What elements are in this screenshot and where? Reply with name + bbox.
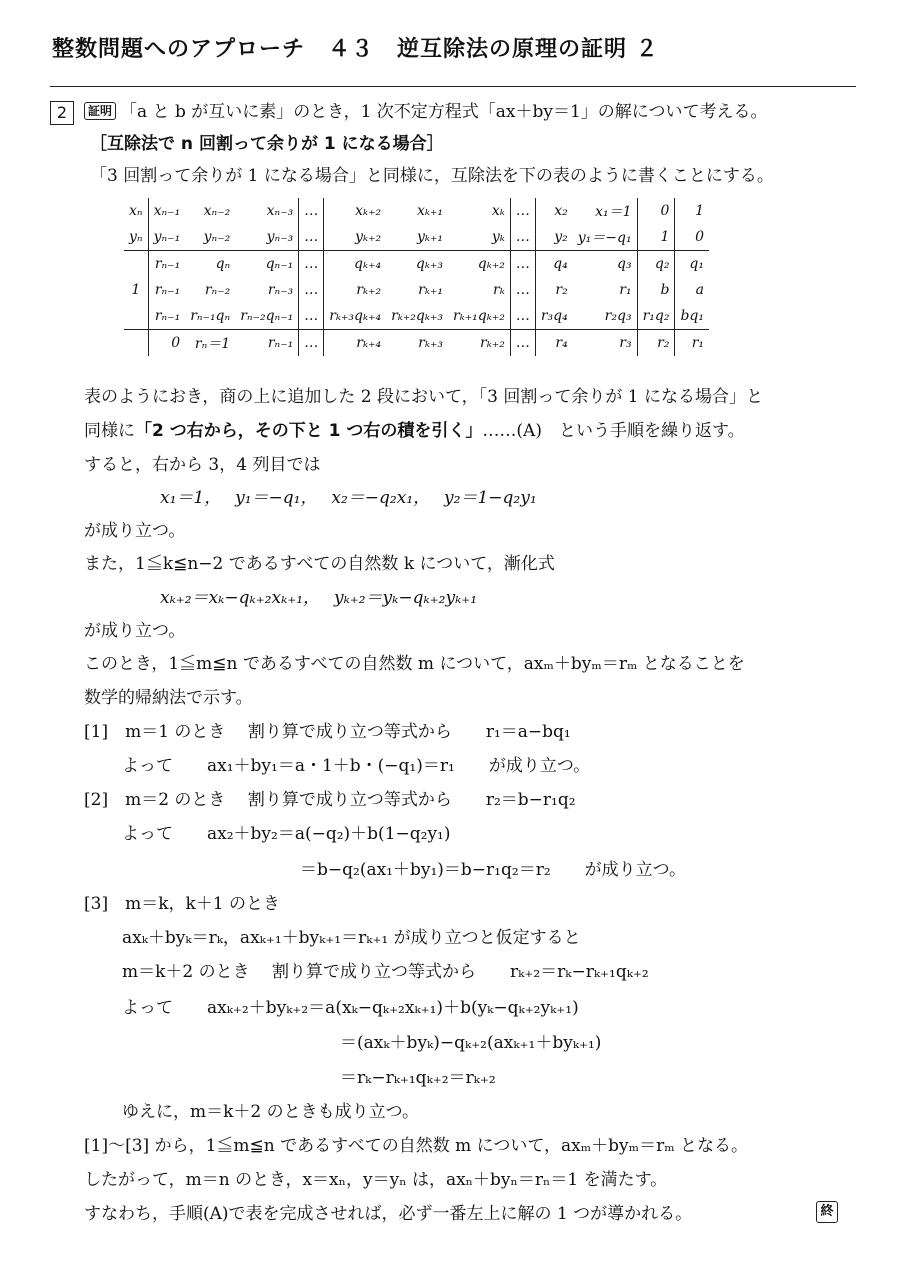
table-cell: rₖ₊₃ <box>386 330 448 357</box>
table-cell: b <box>637 277 675 303</box>
step-2-line-a: [2] m＝2 のとき 割り算で成り立つ等式から r₂＝b−r₁q₂ <box>84 790 576 810</box>
step-3-line-d: よって axₖ₊₂＋byₖ₊₂＝a(xₖ−qₖ₊₂xₖ₊₁)＋b(yₖ−qₖ₊₂yₖ₊₁) <box>122 998 579 1018</box>
conclusion-3: すなわち，手順(A)で表を完成させれば，必ず一番左上に解の 1 つが導かれる。 <box>84 1204 693 1224</box>
table-cell: y₂ <box>535 224 572 251</box>
table-cell: rₙ₋₁ <box>148 251 185 278</box>
step-3-line-b: axₖ＋byₖ＝rₖ，axₖ₊₁＋byₖ₊₁＝rₖ₊₁ が成り立つと仮定すると <box>122 928 581 948</box>
step-3-line-g: ゆえに，m＝k＋2 のときも成り立つ。 <box>122 1102 419 1122</box>
table-cell: q₄ <box>535 251 572 278</box>
table-cell: yₖ <box>491 229 505 245</box>
table-row <box>124 251 709 278</box>
table-cell: yₙ₋₂ <box>203 229 231 245</box>
table-cell: q₃ <box>573 251 637 278</box>
paragraph-1b-post: ……(A) という手順を繰り返す。 <box>482 421 745 441</box>
table-cell: 0 <box>675 224 709 251</box>
step-3-line-c: m＝k＋2 のとき 割り算で成り立つ等式から rₖ₊₂＝rₖ−rₖ₊₁qₖ₊₂ <box>122 962 649 982</box>
table-cell: rₙ₋₃ <box>267 282 294 298</box>
table-cell: x₁＝1 <box>595 204 632 220</box>
table-row <box>124 330 709 357</box>
step-1-line-a: [1] m＝1 のとき 割り算で成り立つ等式から r₁＝a−bq₁ <box>84 722 571 742</box>
table-cell: rₖ₊₄ <box>324 330 386 357</box>
table-cell: … <box>510 224 535 251</box>
paragraph-4: また，1≦k≦n−2 であるすべての自然数 k について，漸化式 <box>84 554 555 574</box>
table-cell: xₙ <box>129 203 143 219</box>
step-3-line-e: ＝(axₖ＋byₖ)−qₖ₊₂(axₖ₊₁＋byₖ₊₁) <box>340 1033 602 1053</box>
table-cell: … <box>299 303 324 330</box>
paragraph-3: が成り立つ。 <box>84 521 186 541</box>
table-cell: qₖ₊₄ <box>324 251 386 278</box>
table-cell: rₙ₋₂qₙ₋₁ <box>240 308 294 324</box>
lead-text: 「3 回割って余りが 1 になる場合」と同様に，互除法を下の表のように書くことにする。 <box>90 166 774 186</box>
equation-1: x₁＝1， y₁＝−q₁， x₂＝−q₂x₁， y₂＝1−q₂y₁ <box>160 488 537 508</box>
table-cell: r₃ <box>573 330 637 357</box>
table-cell: rₙ₋₂ <box>204 282 231 298</box>
table-cell: qₙ₋₁ <box>235 251 299 278</box>
table-cell: rₖ <box>493 282 505 298</box>
procedure-a-text: 「2 つ右から，その下と 1 つ右の積を引く」 <box>135 421 483 441</box>
table-cell: r₁ <box>675 330 709 357</box>
table-cell: yₙ₋₃ <box>266 229 294 245</box>
table-cell: yₖ₊₁ <box>416 229 443 245</box>
table-cell: bq₁ <box>675 303 709 330</box>
table-cell: x₂ <box>535 198 572 224</box>
table-cell: qₖ₊₂ <box>448 251 510 278</box>
table-cell: xₖ₊₁ <box>416 203 443 219</box>
table-cell: rₙ₋₁qₙ <box>190 308 231 324</box>
equation-2: xₖ₊₂＝xₖ−qₖ₊₂xₖ₊₁， yₖ₊₂＝yₖ−qₖ₊₂yₖ₊₁ <box>160 588 478 608</box>
title-divider <box>50 86 856 87</box>
table-cell: 1 <box>131 282 141 298</box>
table-cell: … <box>299 277 324 303</box>
table-cell: yₙ₋₁ <box>148 224 185 251</box>
table-cell: rₖ₊₂ <box>448 330 510 357</box>
table-cell: a <box>675 277 709 303</box>
table-cell: rₙ₋₁ <box>235 330 299 357</box>
paragraph-5: が成り立つ。 <box>84 621 186 641</box>
table-cell: 1 <box>675 198 709 224</box>
table-cell: r₂ <box>637 330 675 357</box>
table-cell: rₖ₊₁qₖ₊₂ <box>452 308 505 324</box>
table-cell <box>124 330 148 357</box>
problem-number: 2 <box>50 101 74 125</box>
table-cell: rₙ＝1 <box>185 330 235 357</box>
table-cell: … <box>299 330 324 357</box>
table-cell: r₂q₃ <box>604 308 632 324</box>
table-cell: rₖ₊₂ <box>324 277 386 303</box>
table-cell: rₙ₋₁ <box>148 303 185 330</box>
table-cell: … <box>510 277 535 303</box>
table-cell: … <box>299 198 324 224</box>
table-row <box>124 224 709 251</box>
intro-text: 「a と b が互いに素」のとき，1 次不定方程式「ax＋by＝1」の解について考える。 <box>120 102 768 122</box>
table-cell: … <box>299 224 324 251</box>
paragraph-1a: 表のようにおき，商の上に追加した 2 段において，「3 回割って余りが 1 になる場合」と <box>84 387 763 407</box>
table-cell <box>124 251 148 278</box>
table-cell: r₂ <box>535 277 572 303</box>
table-cell: xₖ <box>491 203 505 219</box>
table-cell: rₖ₊₁ <box>418 282 443 298</box>
end-mark: 終 <box>816 1201 838 1223</box>
table-cell: rₖ₊₂qₖ₊₃ <box>391 308 443 324</box>
table-cell: r₁ <box>619 282 632 298</box>
intro-line <box>84 99 767 125</box>
table-cell: r₄ <box>535 330 572 357</box>
table-cell: yₖ₊₂ <box>324 224 386 251</box>
table-cell: … <box>510 251 535 278</box>
paragraph-6: このとき，1≦m≦n であるすべての自然数 m について，axₘ＋byₘ＝rₘ となることを <box>84 654 745 674</box>
step-1-line-b: よって ax₁＋by₁＝a・1＋b・(−q₁)＝r₁ が成り立つ。 <box>122 756 591 776</box>
table-cell: y₁＝−q₁ <box>577 230 632 246</box>
table-cell: xₙ₋₁ <box>148 198 185 224</box>
table-cell: xₙ₋₃ <box>266 203 294 219</box>
table-cell: … <box>299 251 324 278</box>
paragraph-7: 数学的帰納法で示す。 <box>84 688 253 708</box>
table-row <box>124 277 709 303</box>
subheading: ［互除法で n 回割って余りが 1 になる場合］ <box>90 134 444 154</box>
table-cell: r₃q₄ <box>535 303 572 330</box>
table-cell: 0 <box>637 198 675 224</box>
paragraph-1b-pre: 同様に <box>84 421 135 441</box>
step-3-line-a: [3] m＝k，k＋1 のとき <box>84 894 281 914</box>
table-cell: qₖ₊₃ <box>386 251 448 278</box>
step-3-line-f: ＝rₖ−rₖ₊₁qₖ₊₂＝rₖ₊₂ <box>340 1068 496 1088</box>
paragraph-2: すると，右から 3，4 列目では <box>84 455 321 475</box>
table-cell: r₁q₂ <box>637 303 675 330</box>
table-cell: q₁ <box>675 251 709 278</box>
table-cell: … <box>510 330 535 357</box>
table-cell: … <box>510 198 535 224</box>
paragraph-1b <box>84 418 745 444</box>
conclusion-2: したがって，m＝n のとき，x＝xₙ，y＝yₙ は，axₙ＋byₙ＝rₙ＝1 を満たす。 <box>84 1170 668 1190</box>
euclid-table <box>124 198 709 356</box>
table-cell: rₖ₊₃qₖ₊₄ <box>324 303 386 330</box>
step-2-line-b: よって ax₂＋by₂＝a(−q₂)＋b(1−q₂y₁) <box>122 824 451 844</box>
table-cell: xₙ₋₂ <box>203 203 231 219</box>
page-title: 整数問題へのアプローチ ４３ 逆互除法の原理の証明 ２ <box>52 37 659 62</box>
table-cell <box>124 303 148 330</box>
proof-tag: 証明 <box>84 102 116 120</box>
conclusion-1: [1]～[3] から，1≦m≦n であるすべての自然数 m について，axₘ＋byₘ＝rₘ となる。 <box>84 1136 749 1156</box>
table-cell: rₙ₋₁ <box>148 277 185 303</box>
table-cell: xₖ₊₂ <box>324 198 386 224</box>
table-cell: 1 <box>637 224 675 251</box>
table-cell: q₂ <box>637 251 675 278</box>
table-row <box>124 303 709 330</box>
table-cell: yₙ <box>129 229 143 245</box>
step-2-line-c: ＝b−q₂(ax₁＋by₁)＝b−r₁q₂＝r₂ が成り立つ。 <box>300 860 686 880</box>
table-row <box>124 198 709 224</box>
table-cell: qₙ <box>185 251 235 278</box>
table-cell: 0 <box>148 330 185 357</box>
table-cell: … <box>510 303 535 330</box>
